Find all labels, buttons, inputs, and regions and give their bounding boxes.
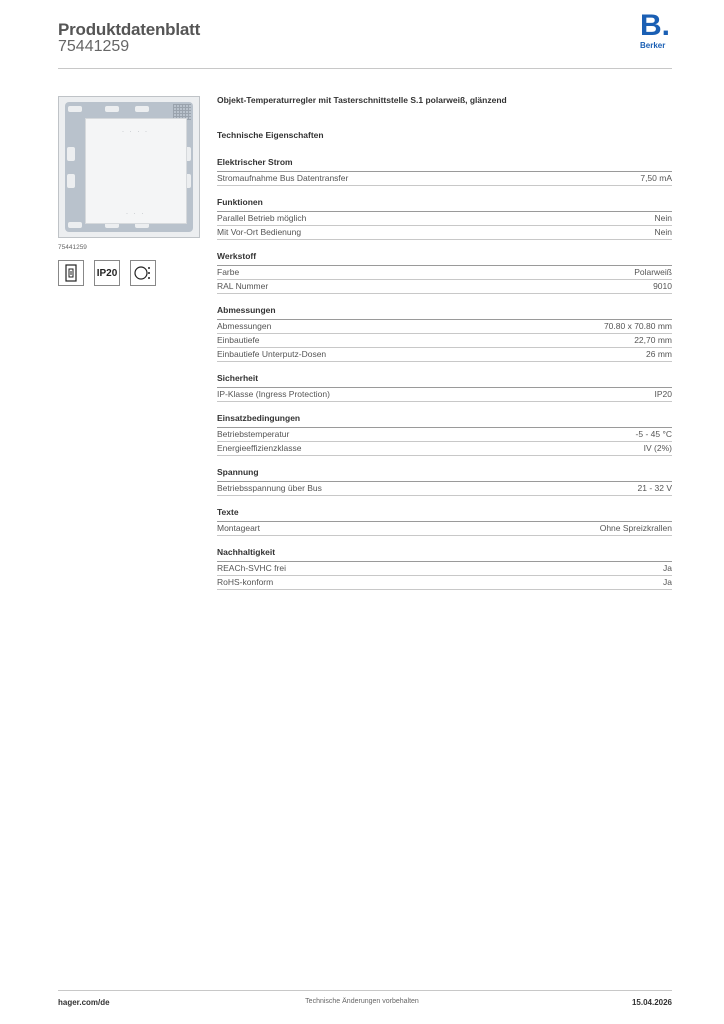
property-row — [217, 388, 672, 402]
property-value: 70.80 x 70.80 mm — [603, 321, 672, 331]
property-value: -5 - 45 °C — [635, 429, 672, 439]
property-row — [217, 482, 672, 496]
header-divider — [58, 68, 672, 69]
product-details — [217, 95, 672, 601]
cover-plate: · · · · · · · — [85, 118, 187, 224]
property-row — [217, 280, 672, 294]
property-label: Betriebsspannung über Bus — [217, 483, 322, 493]
property-label: Einbautiefe Unterputz-Dosen — [217, 349, 327, 359]
property-value: 22,70 mm — [634, 335, 672, 345]
berker-logo — [638, 9, 674, 53]
group-title: Abmessungen — [217, 305, 672, 320]
property-row — [217, 320, 672, 334]
property-label: Farbe — [217, 267, 240, 277]
group-title: Einsatzbedingungen — [217, 413, 672, 428]
property-row — [217, 562, 672, 576]
property-group — [217, 251, 672, 294]
page-title: Produktdatenblatt — [58, 20, 201, 39]
property-group — [217, 413, 672, 456]
property-row — [217, 266, 672, 280]
section-heading: Technische Eigenschaften — [217, 130, 324, 140]
property-value: IV (2%) — [643, 443, 672, 453]
property-group — [217, 197, 672, 240]
property-row — [217, 428, 672, 442]
article-number: 75441259 — [58, 38, 130, 55]
property-value: Ja — [663, 577, 672, 587]
product-image — [58, 96, 200, 238]
property-row — [217, 334, 672, 348]
property-group — [217, 547, 672, 590]
property-row — [217, 442, 672, 456]
property-value: Nein — [654, 227, 672, 237]
property-label: RoHS-konform — [217, 577, 274, 587]
bus-module-icon — [58, 260, 84, 286]
property-row — [217, 348, 672, 362]
property-label: Energieeffizienzklasse — [217, 443, 302, 453]
property-label: Parallel Betrieb möglich — [217, 213, 307, 223]
property-row — [217, 576, 672, 590]
property-label: Betriebstemperatur — [217, 429, 290, 439]
property-row — [217, 172, 672, 186]
image-caption: 75441259 — [58, 244, 87, 251]
mounting-frame — [65, 102, 193, 232]
group-title: Elektrischer Strom — [217, 157, 672, 172]
temperature-sensor-icon — [130, 260, 156, 286]
property-label: REACh-SVHC frei — [217, 563, 286, 573]
property-label: IP-Klasse (Ingress Protection) — [217, 389, 330, 399]
property-value: IP20 — [654, 389, 672, 399]
group-title: Funktionen — [217, 197, 672, 212]
group-title: Spannung — [217, 467, 672, 482]
group-title: Nachhaltigkeit — [217, 547, 672, 562]
property-value: 21 - 32 V — [637, 483, 672, 493]
footer-website: hager.com/de — [58, 998, 110, 1007]
logo-letter: B. — [640, 9, 670, 42]
property-value: Ja — [663, 563, 672, 573]
property-label: Einbautiefe — [217, 335, 260, 345]
property-value: Ohne Spreizkrallen — [599, 523, 672, 533]
property-value: 7,50 mA — [640, 173, 672, 183]
property-value: Nein — [654, 213, 672, 223]
product-name: Objekt-Temperaturregler mit Tasterschnittstelle S.1 polarweiß, glänzend — [217, 95, 507, 105]
group-title: Texte — [217, 507, 672, 522]
property-value: 9010 — [653, 281, 672, 291]
ip20-icon: IP20 — [94, 260, 120, 286]
feature-badges — [58, 260, 156, 286]
property-label: RAL Nummer — [217, 281, 269, 291]
property-row — [217, 212, 672, 226]
property-value: Polarweiß — [634, 267, 672, 277]
property-group — [217, 305, 672, 362]
property-group — [217, 507, 672, 536]
footer-divider — [58, 990, 672, 991]
footer-disclaimer: Technische Änderungen vorbehalten — [305, 998, 419, 1005]
property-row — [217, 522, 672, 536]
property-group — [217, 157, 672, 186]
group-title: Sicherheit — [217, 373, 672, 388]
property-label: Abmessungen — [217, 321, 272, 331]
property-label: Stromaufnahme Bus Datentransfer — [217, 173, 349, 183]
property-value: 26 mm — [646, 349, 672, 359]
property-group — [217, 373, 672, 402]
property-group — [217, 467, 672, 496]
property-groups — [217, 157, 672, 590]
property-label: Montageart — [217, 523, 260, 533]
logo-text: Berker — [640, 41, 666, 50]
group-title: Werkstoff — [217, 251, 672, 266]
property-row — [217, 226, 672, 240]
footer-date: 15.04.2026 — [631, 998, 672, 1007]
property-label: Mit Vor-Ort Bedienung — [217, 227, 302, 237]
